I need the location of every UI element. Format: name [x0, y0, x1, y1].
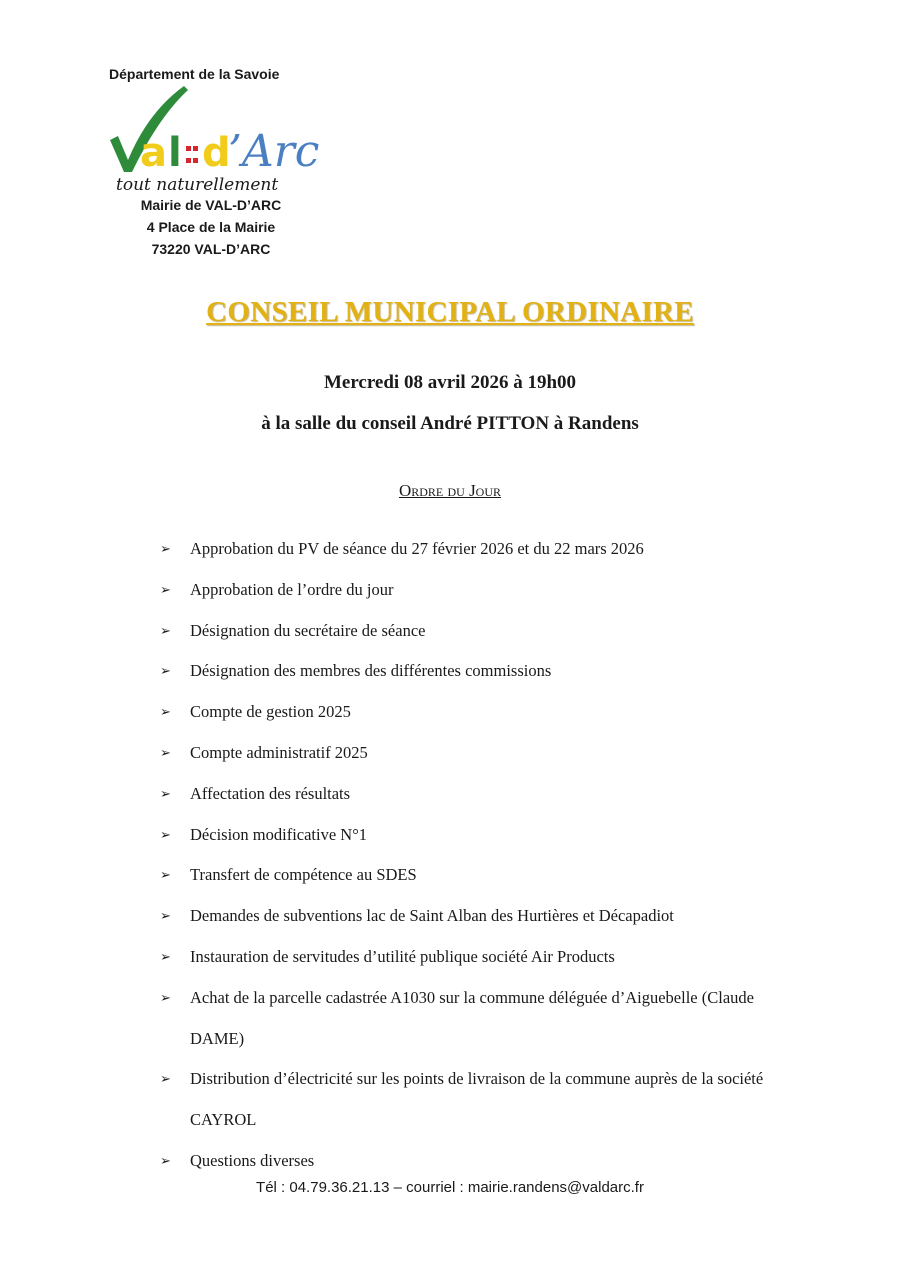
agenda-item: ➢ Demandes de subventions lac de Saint Alban des Hurtières et Décapadiot — [160, 896, 800, 937]
logo-tagline: tout naturellement — [116, 175, 279, 195]
meeting-location: à la salle du conseil André PITTON à Randens — [261, 413, 639, 434]
arrowhead-bullet-icon: ➢ — [160, 948, 171, 964]
meeting-date: Mercredi 08 avril 2026 à 19h00 — [323, 372, 577, 393]
agenda-item: ➢ Décision modificative N°1 — [160, 815, 800, 856]
arrowhead-bullet-icon: ➢ — [160, 1071, 171, 1087]
arrowhead-bullet-icon: ➢ — [160, 581, 171, 597]
agenda-item: ➢ Désignation du secrétaire de séance — [160, 611, 800, 652]
logo-l: l — [168, 130, 182, 176]
logo-al: a — [140, 130, 167, 176]
page-title: CONSEIL MUNICIPAL ORDINAIRE — [206, 296, 694, 328]
agenda-item: ➢ Questions diverses — [160, 1141, 800, 1182]
agenda-item: ➢ Affectation des résultats — [160, 774, 800, 815]
agenda-item: ➢ Instauration de servitudes d’utilité publique société Air Products — [160, 937, 800, 978]
footer-contact: Tél : 04.79.36.21.13 – courriel : mairie.randens@valdarc.fr — [256, 1179, 644, 1196]
address-line: Mairie de VAL-D’ARC — [140, 197, 282, 213]
arrowhead-bullet-icon: ➢ — [160, 1152, 171, 1168]
town-hall-address — [126, 194, 296, 260]
agenda-item: ➢ Approbation de l’ordre du jour — [160, 570, 800, 611]
arrowhead-bullet-icon: ➢ — [160, 908, 171, 924]
logo-d: d — [202, 130, 231, 176]
address-line: 73220 VAL-D’ARC — [151, 241, 271, 257]
arrowhead-bullet-icon: ➢ — [160, 867, 171, 883]
val-darc-logo — [104, 84, 344, 196]
arrowhead-bullet-icon: ➢ — [160, 744, 171, 760]
arrowhead-bullet-icon: ➢ — [160, 826, 171, 842]
arrowhead-bullet-icon: ➢ — [160, 989, 171, 1005]
logo-dots — [186, 146, 198, 163]
arrowhead-bullet-icon: ➢ — [160, 622, 171, 638]
department-label: Département de la Savoie — [109, 66, 280, 82]
agenda-heading: Ordre du Jour — [398, 481, 502, 500]
agenda-item: ➢ Compte de gestion 2025 — [160, 692, 800, 733]
logo-arc: ’Arc — [228, 126, 320, 177]
arrowhead-bullet-icon: ➢ — [160, 785, 171, 801]
agenda-item: ➢ Désignation des membres des différentes commissions — [160, 651, 800, 692]
agenda-item: ➢ Compte administratif 2025 — [160, 733, 800, 774]
agenda-item: ➢ Distribution d’électricité sur les points de livraison de la commune auprès de la société CAYROL — [160, 1059, 800, 1141]
agenda-item: ➢ Approbation du PV de séance du 27 février 2026 et du 22 mars 2026 — [160, 529, 800, 570]
arrowhead-bullet-icon: ➢ — [160, 704, 171, 720]
agenda-item: ➢ Transfert de compétence au SDES — [160, 855, 800, 896]
arrowhead-bullet-icon: ➢ — [160, 541, 171, 556]
arrowhead-bullet-icon: ➢ — [160, 663, 171, 679]
address-line: 4 Place de la Mairie — [146, 219, 276, 235]
agenda-item: ➢ Achat de la parcelle cadastrée A1030 sur la commune déléguée d’Aiguebelle (Claude DAME) — [160, 978, 800, 1060]
agenda-list — [160, 529, 800, 1182]
